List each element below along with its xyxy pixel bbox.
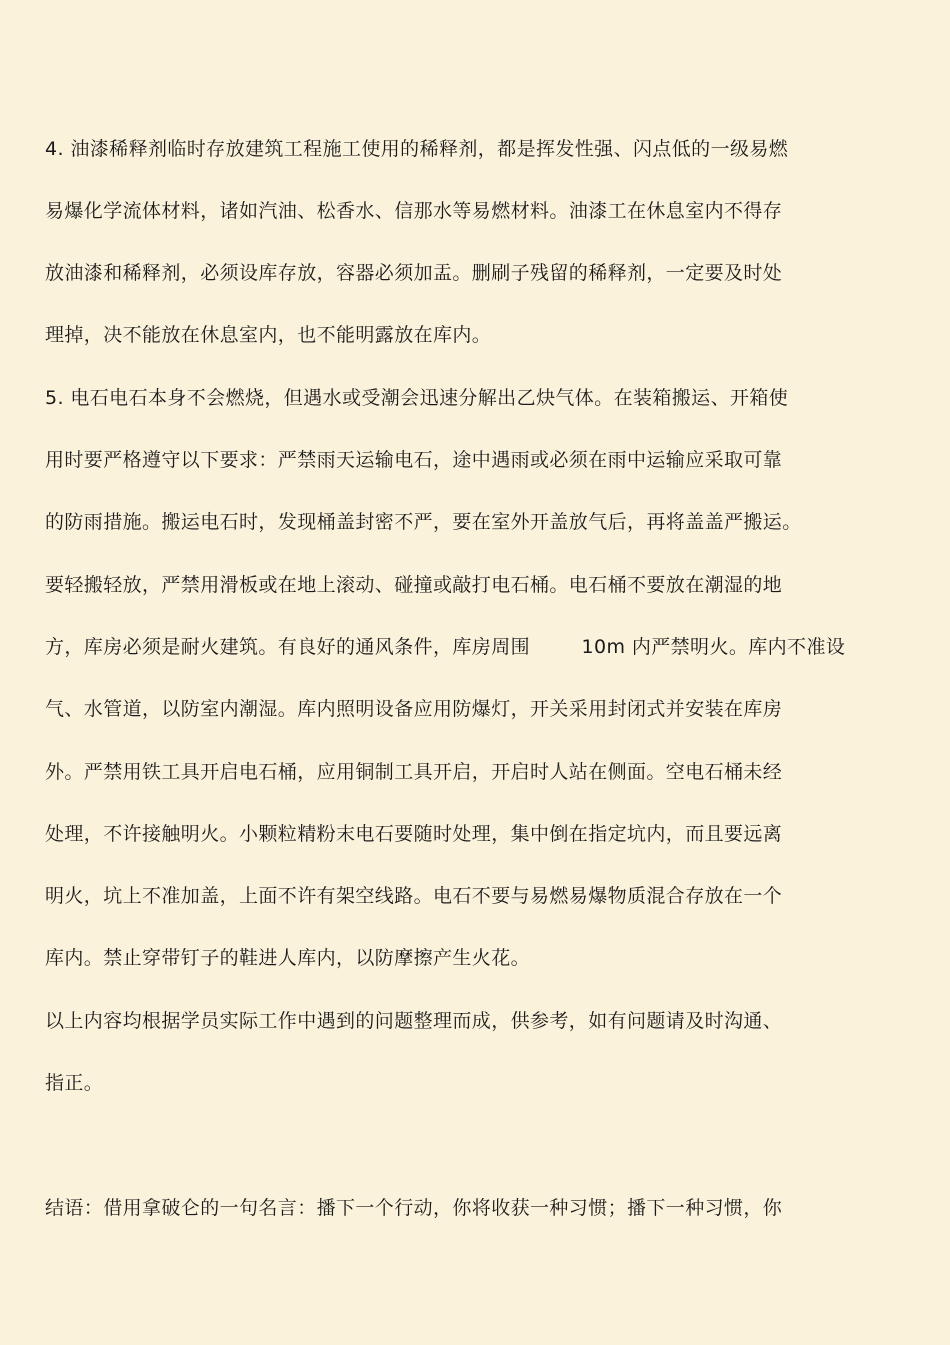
text-line: 放油漆和稀释剂，必须设库存放，容器必须加盂。删刷子残留的稀释剂，一定要及时处 — [45, 262, 783, 284]
text-line: 以上内容均根据学员实际工作中遇到的问题整理而成，供参考，如有问题请及时沟通、 — [45, 1010, 783, 1032]
text-line: 方，库房必须是耐火建筑。有良好的通风条件，库房周围 10m 内严禁明火。库内不准设 — [45, 636, 846, 658]
text-line: 结语：借用拿破仑的一句名言：播下一个行动，你将收获一种习惯；播下一种习惯，你 — [45, 1197, 783, 1219]
text-line: 明火，坑上不准加盖，上面不许有架空线路。电石不要与易燃易爆物质混合存放在一个 — [45, 885, 783, 907]
text-line: 指正。 — [45, 1072, 104, 1094]
text-line: 要轻搬轻放，严禁用滑板或在地上滚动、碰撞或敲打电石桶。电石桶不要放在潮湿的地 — [45, 574, 783, 596]
text-line: 用时要严格遵守以下要求：严禁雨天运输电石，途中遇雨或必须在雨中运输应采取可靠 — [45, 449, 783, 471]
text-line: 的防雨措施。搬运电石时，发现桶盖封密不严，要在室外开盖放气后，再将盖盖严搬运。 — [45, 511, 802, 533]
text-line: 易爆化学流体材料，诸如汽油、松香水、信那水等易燃材料。油漆工在休息室内不得存 — [45, 200, 783, 222]
text-line: 外。严禁用铁工具开启电石桶，应用铜制工具开启，开启时人站在侧面。空电石桶未经 — [45, 761, 783, 783]
text-line: 库内。禁止穿带钉子的鞋进人库内，以防摩擦产生火花。 — [45, 947, 531, 969]
text-line: 4. 油漆稀释剂临时存放建筑工程施工使用的稀释剂，都是挥发性强、闪点低的一级易燃 — [45, 138, 789, 160]
text-line: 气、水管道，以防室内潮湿。库内照明设备应用防爆灯，开关采用封闭式并安装在库房 — [45, 698, 783, 720]
text-line: 理掉，决不能放在休息室内，也不能明露放在库内。 — [45, 324, 492, 346]
text-line: 5. 电石电石本身不会燃烧，但遇水或受潮会迅速分解出乙炔气体。在装箱搬运、开箱使 — [45, 387, 789, 409]
text-line: 处理，不许接触明火。小颗粒精粉末电石要随时处理，集中倒在指定坑内，而且要远离 — [45, 823, 783, 845]
